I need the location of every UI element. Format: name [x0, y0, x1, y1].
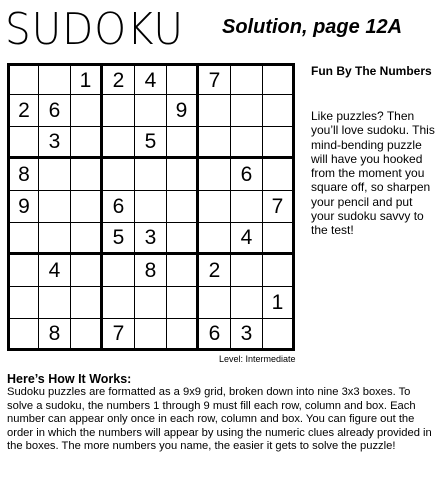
grid-cell[interactable]: [39, 159, 71, 191]
grid-cell[interactable]: [71, 127, 103, 159]
grid-cell[interactable]: [7, 63, 39, 95]
instructions-body: Sudoku puzzles are formatted as a 9x9 grid, broken down into nine 3x3 boxes. To solve a sudoku, the numbers 1 through 9 must fill each row, column and box. Each number can appear only once in each row, column and box. You can figure out the order in which the numbers will appear by using the numeric clues already provided in the boxes. The more numbers you name, the easier it gets to solve the puzzle!: [7, 386, 432, 453]
grid-cell[interactable]: [71, 223, 103, 255]
grid-cell[interactable]: [103, 255, 135, 287]
grid-cell[interactable]: [167, 159, 199, 191]
grid-cell[interactable]: [199, 287, 231, 319]
grid-cell[interactable]: 3: [39, 127, 71, 159]
grid-cell[interactable]: [263, 223, 295, 255]
grid-cell[interactable]: [71, 287, 103, 319]
grid-cell[interactable]: 3: [135, 223, 167, 255]
instructions-title: Here’s How It Works:: [7, 372, 132, 386]
grid-cell[interactable]: [103, 95, 135, 127]
grid-cell[interactable]: 6: [103, 191, 135, 223]
grid-cell[interactable]: [231, 191, 263, 223]
grid-cell[interactable]: 8: [39, 319, 71, 351]
grid-cell[interactable]: [71, 255, 103, 287]
sidebar-body: Like puzzles? Then you’ll love sudoku. This mind-bending puzzle will have you hooked from the moment you square off, so sharpen your pencil and put your sudoku savvy to the test!: [311, 109, 435, 238]
grid-cell[interactable]: 2: [103, 63, 135, 95]
grid-cell[interactable]: 6: [199, 319, 231, 351]
grid-cell[interactable]: [103, 127, 135, 159]
grid-cell[interactable]: [167, 223, 199, 255]
grid-cell[interactable]: [167, 287, 199, 319]
grid-cell[interactable]: [199, 223, 231, 255]
grid-cell[interactable]: 4: [135, 63, 167, 95]
grid-cell[interactable]: [263, 95, 295, 127]
grid-cell[interactable]: [199, 191, 231, 223]
grid-cell[interactable]: [39, 287, 71, 319]
grid-cell[interactable]: 5: [135, 127, 167, 159]
grid-cell[interactable]: [231, 95, 263, 127]
grid-cell[interactable]: [231, 127, 263, 159]
grid-cell[interactable]: [263, 63, 295, 95]
grid-cell[interactable]: [39, 63, 71, 95]
grid-cell[interactable]: [7, 255, 39, 287]
grid-cell[interactable]: [135, 159, 167, 191]
grid-cell[interactable]: [103, 287, 135, 319]
grid-cell[interactable]: [135, 287, 167, 319]
difficulty-level: Level: Intermediate: [219, 354, 296, 364]
grid-cell[interactable]: [71, 159, 103, 191]
grid-cell[interactable]: 7: [263, 191, 295, 223]
grid-cell[interactable]: [167, 63, 199, 95]
grid-cell[interactable]: 3: [231, 319, 263, 351]
sidebar-title: Fun By The Numbers: [311, 64, 432, 78]
grid-cell[interactable]: 1: [71, 63, 103, 95]
grid-cell[interactable]: [7, 223, 39, 255]
grid-cell[interactable]: 4: [231, 223, 263, 255]
grid-cell[interactable]: 8: [7, 159, 39, 191]
grid-cell[interactable]: 6: [231, 159, 263, 191]
grid-cell[interactable]: 7: [103, 319, 135, 351]
grid-cell[interactable]: [135, 95, 167, 127]
grid-cell[interactable]: [263, 127, 295, 159]
page-title: SUDOKU: [5, 4, 184, 55]
grid-cell[interactable]: 8: [135, 255, 167, 287]
grid-cell[interactable]: [7, 319, 39, 351]
grid-cell[interactable]: [231, 255, 263, 287]
grid-cell[interactable]: [167, 127, 199, 159]
grid-cell[interactable]: [103, 159, 135, 191]
grid-cell[interactable]: [199, 127, 231, 159]
grid-cell[interactable]: [167, 255, 199, 287]
grid-cell[interactable]: 1: [263, 287, 295, 319]
grid-cell[interactable]: [167, 319, 199, 351]
grid-cell[interactable]: [71, 191, 103, 223]
grid-cell[interactable]: 7: [199, 63, 231, 95]
grid-cell[interactable]: [71, 319, 103, 351]
grid-cell[interactable]: 6: [39, 95, 71, 127]
grid-cell[interactable]: [263, 255, 295, 287]
grid-cell[interactable]: [231, 63, 263, 95]
grid-cell[interactable]: [71, 95, 103, 127]
grid-cell[interactable]: 5: [103, 223, 135, 255]
sudoku-grid: [7, 63, 295, 351]
grid-cell[interactable]: [39, 223, 71, 255]
grid-cell[interactable]: [7, 127, 39, 159]
grid-cell[interactable]: [199, 159, 231, 191]
grid-cell[interactable]: [263, 319, 295, 351]
grid-cell[interactable]: [135, 191, 167, 223]
grid-cell[interactable]: 9: [7, 191, 39, 223]
grid-cell[interactable]: [7, 287, 39, 319]
grid-cell[interactable]: [199, 95, 231, 127]
grid-cell[interactable]: [167, 191, 199, 223]
grid-cell[interactable]: 9: [167, 95, 199, 127]
grid-cell[interactable]: [135, 319, 167, 351]
grid-cell[interactable]: [231, 287, 263, 319]
grid-cell[interactable]: [263, 159, 295, 191]
solution-reference: Solution, page 12A: [222, 16, 403, 38]
grid-cell[interactable]: 2: [199, 255, 231, 287]
grid-cell[interactable]: 2: [7, 95, 39, 127]
grid-cell[interactable]: [39, 191, 71, 223]
grid-cell[interactable]: 4: [39, 255, 71, 287]
